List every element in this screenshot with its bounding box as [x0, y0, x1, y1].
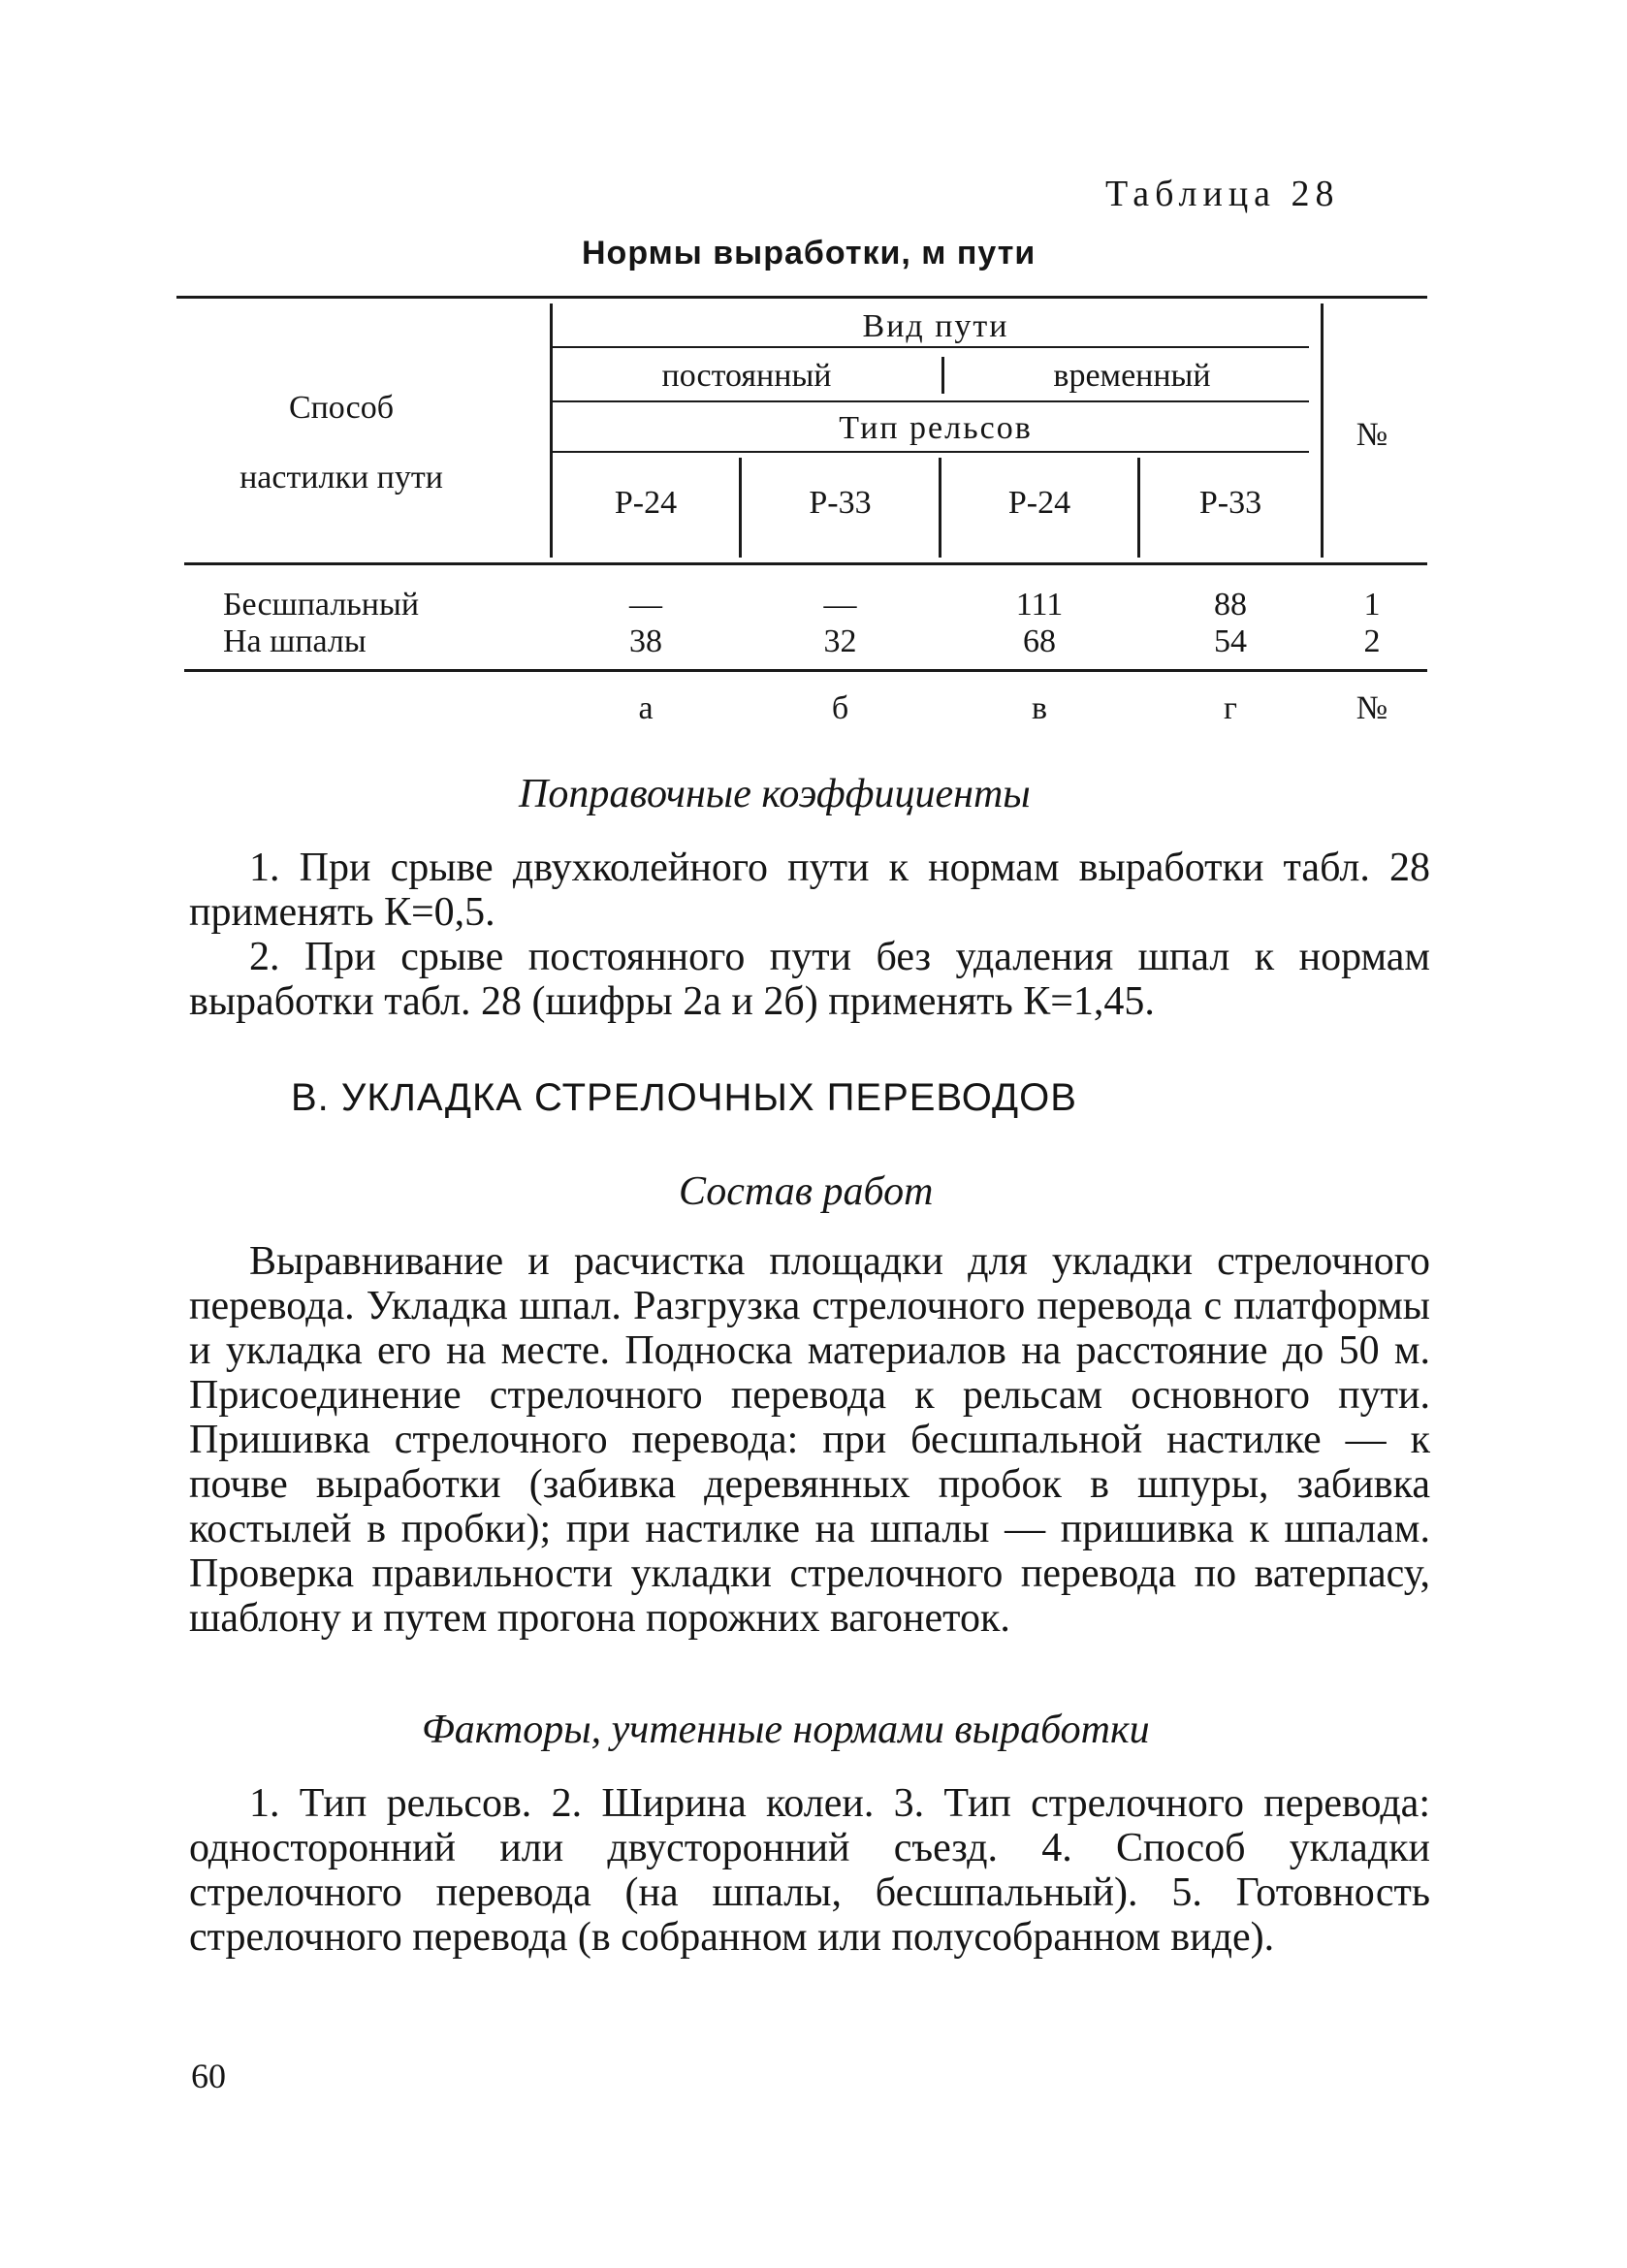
correction-item-2: 2. При срыве постоянного пути без удаления шпал к нормам выработки табл. 28 (шифры 2а и 2б) применять К=1,45.	[189, 935, 1430, 1024]
cell-a: —	[629, 587, 662, 623]
header-track-type: Вид пути	[862, 308, 1009, 344]
footer-no: №	[1356, 690, 1388, 726]
header-rail-type: Тип рельсов	[839, 410, 1033, 446]
header-col-a: Р-24	[614, 485, 678, 521]
header-vline-mid	[941, 357, 944, 394]
table-footer	[0, 690, 1627, 729]
table-header-rule	[184, 562, 1427, 565]
header-no: №	[1356, 417, 1388, 453]
table-number: Таблица 28	[1105, 174, 1340, 214]
cell-b: —	[823, 587, 857, 623]
header-method-text: Способ настилки пути	[239, 390, 443, 495]
page-number: 60	[191, 2057, 226, 2095]
row-name: На шпалы	[223, 623, 367, 659]
table-row	[0, 623, 1627, 662]
cell-d: 54	[1214, 623, 1247, 659]
correction-item-1: 1. При срыве двухколейного пути к нормам выработки табл. 28 применять К=0,5.	[189, 846, 1430, 935]
header-rule-3	[553, 451, 1309, 453]
table-caption: Нормы выработки, м пути	[582, 235, 1037, 272]
factors-text: 1. Тип рельсов. 2. Ширина колеи. 3. Тип стрелочного перевода: односторонний или двусторонний съезд. 4. Способ укладки стрелочного перевода (на шпалы, бесшпальный). 5. Готовность стрелочного перевода (в собранном или полусобранном виде).	[189, 1781, 1430, 1960]
footer-b: б	[831, 690, 849, 726]
header-temporary: временный	[1053, 358, 1211, 394]
table-row	[0, 587, 1627, 625]
footer-a: а	[638, 690, 654, 726]
work-heading: Состав работ	[679, 1169, 934, 1214]
footer-d: г	[1224, 690, 1237, 726]
cell-a: 38	[629, 623, 662, 659]
header-rule-1	[553, 346, 1309, 348]
header-rule-2	[553, 400, 1309, 402]
header-permanent: постоянный	[661, 358, 832, 394]
footer-c: в	[1031, 690, 1048, 726]
cell-d: 88	[1214, 587, 1247, 623]
factors-heading: Факторы, учтенные нормами выработки	[422, 1708, 1150, 1752]
corrections-heading: Поправочные коэффициенты	[519, 772, 1031, 816]
cell-c: 68	[1023, 623, 1056, 659]
cell-b: 32	[823, 623, 857, 659]
cell-no: 1	[1363, 587, 1381, 623]
header-col-c: Р-24	[1007, 485, 1071, 521]
header-col-b: Р-33	[809, 485, 872, 521]
table-top-rule	[176, 296, 1427, 299]
header-col-d: Р-33	[1198, 485, 1262, 521]
section-title: В. УКЛАДКА СТРЕЛОЧНЫХ ПЕРЕВОДОВ	[291, 1076, 1077, 1119]
cell-c: 111	[1015, 587, 1064, 623]
cell-no: 2	[1363, 623, 1381, 659]
header-method	[196, 373, 487, 513]
row-name: Бесшпальный	[223, 587, 420, 623]
work-text: Выравнивание и расчистка площадки для укладки стрелочного перевода. Укладка шпал. Разгрузка стрелочного перевода с платформы и укладка его на месте. Подноска материалов на расстояние до 50 м. Присоединение стрелочного перевода к рельсам основного пути. Пришивка стрелочного перевода: при бесшпальной настилке — к почве выработки (забивка деревянных пробок в шпуры, забивка костылей в пробки); при настилке на шпалы — пришивка к шпалам. Проверка правильности укладки стрелочного перевода по ватерпасу, шаблону и путем прогона порожних вагонеток.	[189, 1239, 1430, 1641]
table-body-rule	[184, 669, 1427, 672]
